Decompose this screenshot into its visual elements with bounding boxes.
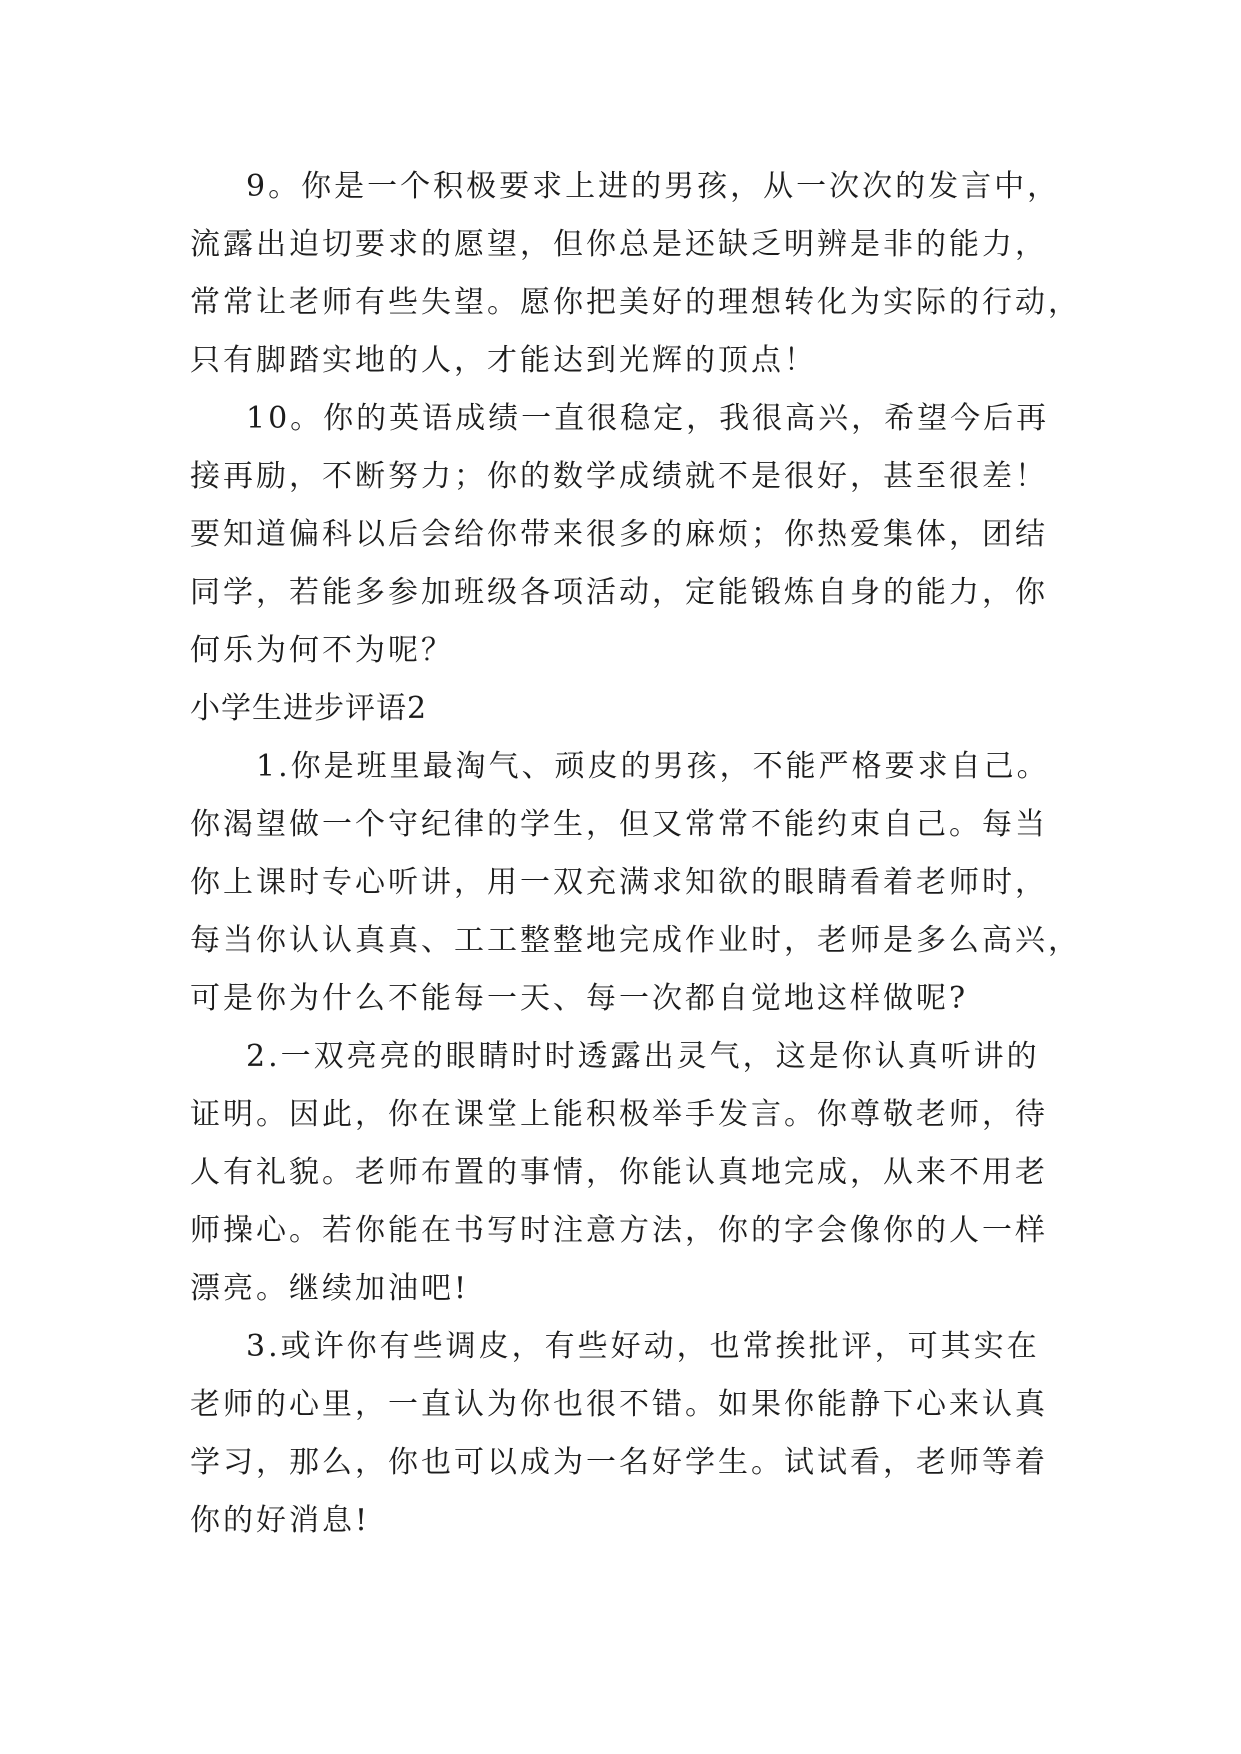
item-10-line-2: 接再励，不断努力；你的数学成绩就不是很好，甚至很差！ — [190, 459, 1048, 494]
entry-2-line-2: 证明。因此，你在课堂上能积极举手发言。你尊敬老师，待 — [190, 1097, 1048, 1132]
entry-1-line-2: 你渴望做一个守纪律的学生，但又常常不能约束自己。每当 — [190, 807, 1048, 842]
entry-3-line-4: 你的好消息! — [190, 1503, 371, 1538]
item-9-line-4: 只有脚踏实地的人，才能达到光辉的顶点！ — [190, 343, 817, 378]
item-10-line-5: 何乐为何不为呢？ — [190, 633, 454, 668]
item-9-line-1: 9。你是一个积极要求上进的男孩，从一次次的发言中， — [246, 169, 1061, 204]
item-10-line-4: 同学，若能多参加班级各项活动，定能锻炼自身的能力，你 — [190, 575, 1048, 610]
entry-1-line-4: 每当你认认真真、工工整整地完成作业时，老师是多么高兴， — [190, 923, 1081, 958]
entry-1-line-1: 1.你是班里最淘气、顽皮的男孩，不能严格要求自己。 — [256, 749, 1050, 784]
item-9-line-2: 流露出迫切要求的愿望，但你总是还缺乏明辨是非的能力， — [190, 227, 1048, 262]
entry-1-line-5: 可是你为什么不能每一天、每一次都自觉地这样做呢? — [190, 981, 969, 1016]
entry-3-line-2: 老师的心里，一直认为你也很不错。如果你能静下心来认真 — [190, 1387, 1048, 1422]
entry-2-line-5: 漂亮。继续加油吧! — [190, 1271, 470, 1306]
entry-3-line-1: 3.或许你有些调皮，有些好动，也常挨批评，可其实在 — [246, 1329, 1040, 1364]
entry-3-line-3: 学习，那么，你也可以成为一名好学生。试试看，老师等着 — [190, 1445, 1048, 1480]
entry-2-line-1: 2.一双亮亮的眼睛时时透露出灵气，这是你认真听讲的 — [246, 1039, 1040, 1074]
entry-1-line-3: 你上课时专心听讲，用一双充满求知欲的眼睛看着老师时， — [190, 865, 1048, 900]
section-heading: 小学生进步评语2 — [190, 691, 428, 726]
item-9-line-3: 常常让老师有些失望。愿你把美好的理想转化为实际的行动， — [190, 285, 1081, 320]
entry-2-line-3: 人有礼貌。老师布置的事情，你能认真地完成，从来不用老 — [190, 1155, 1048, 1190]
entry-2-line-4: 师操心。若你能在书写时注意方法，你的字会像你的人一样 — [190, 1213, 1048, 1248]
item-10-line-1: 10。你的英语成绩一直很稳定，我很高兴，希望今后再 — [246, 401, 1050, 436]
item-10-line-3: 要知道偏科以后会给你带来很多的麻烦；你热爱集体，团结 — [190, 517, 1048, 552]
